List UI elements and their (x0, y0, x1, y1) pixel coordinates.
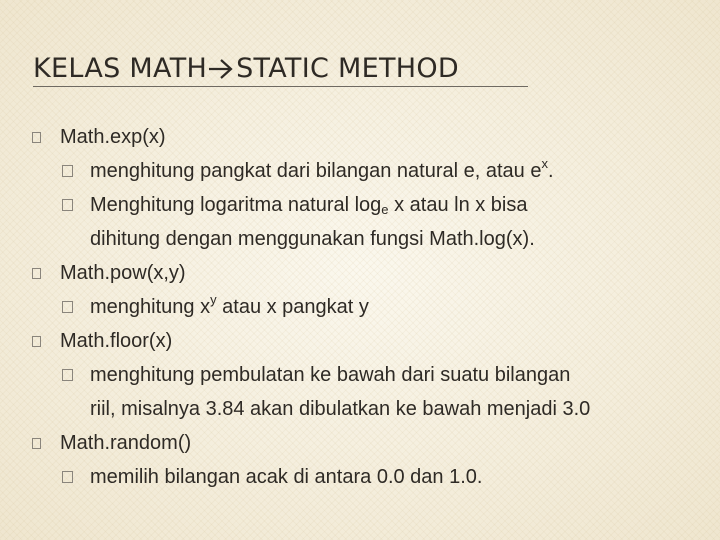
sub-text: memilih bilangan acak di antara 0.0 dan 1.0. (90, 466, 483, 488)
title-underline (33, 86, 528, 87)
sub-item (60, 460, 710, 494)
title-block (33, 52, 528, 86)
sub-text: menghitung pangkat dari bilangan natural e, atau e (90, 160, 542, 182)
right-arrow-icon (208, 57, 234, 81)
item-label: Math.random() (60, 432, 192, 454)
sub-text: menghitung pembulatan ke bawah dari suatu bilangan (90, 364, 571, 386)
bullet-list (30, 120, 710, 494)
sub-text: Menghitung logaritma natural log (90, 194, 382, 216)
bullet-icon (32, 438, 41, 449)
bullet-icon (32, 336, 41, 347)
subscript: e (381, 202, 389, 217)
list-item (30, 120, 710, 256)
sub-item (60, 154, 710, 188)
list-item (30, 426, 710, 494)
sub-bullet-icon (62, 165, 73, 177)
sub-bullet-icon (62, 301, 73, 313)
item-label: Math.pow(x,y) (60, 262, 186, 284)
bullet-icon (32, 268, 41, 279)
sub-item (60, 188, 710, 256)
sub-bullet-icon (62, 471, 73, 483)
sub-bullet-icon (62, 369, 73, 381)
sub-item (60, 290, 710, 324)
sub-text-end: x atau ln x bisa (388, 194, 528, 216)
sub-text-end: . (547, 160, 554, 182)
superscript: x (541, 156, 548, 171)
bullet-icon (32, 132, 41, 143)
sub-text-cont: riil, misalnya 3.84 akan dibulatkan ke bawah menjadi 3.0 (90, 398, 591, 420)
list-item (30, 256, 710, 324)
sub-text-cont: dihitung dengan menggunakan fungsi Math.log(x). (90, 228, 535, 250)
list-item (30, 324, 710, 426)
sub-text-end: atau x pangkat y (216, 296, 369, 318)
sub-item (60, 358, 710, 426)
item-label: Math.exp(x) (60, 126, 166, 148)
item-label: Math.floor(x) (60, 330, 173, 352)
sub-text: menghitung x (90, 296, 211, 318)
slide-title (33, 52, 528, 86)
sub-bullet-icon (62, 199, 73, 211)
superscript: y (210, 292, 217, 307)
title-right: STATIC METHOD (236, 53, 459, 84)
title-left: KELAS MATH (33, 53, 208, 84)
